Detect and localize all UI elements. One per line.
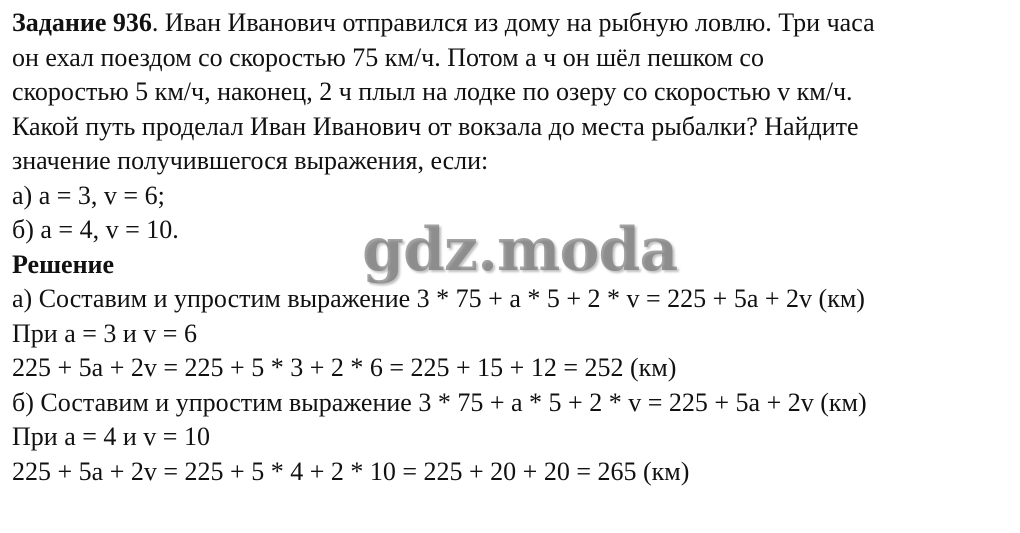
task-text-start: . Иван Иванович отправился из дому на рыбную ловлю. Три часа [151,8,875,37]
task-text-line: Какой путь проделал Иван Иванович от вокзала до места рыбалки? Найдите [12,111,859,141]
solution-line: При a = 3 и v = 6 [12,318,197,348]
task-option-b: б) a = 4, v = 10. [12,215,179,244]
solution-line: 225 + 5a + 2v = 225 + 5 * 4 + 2 * 10 = 225 + 20 + 20 = 265 (км) [12,456,690,486]
task-label: Задание 936 [12,8,152,37]
watermark-logo: gdz.moda [362,215,678,285]
task-option-a: а) a = 3, v = 6; [12,180,165,210]
task-first-line [12,6,1012,41]
solution-line: При a = 4 и v = 10 [12,422,210,451]
solution-line: а) Составим и упростим выражение 3 * 75 + a * 5 + 2 * v = 225 + 5a + 2v (км) [12,284,865,313]
solution-line: б) Составим и упростим выражение 3 * 75 + a * 5 + 2 * v = 225 + 5a + 2v (км) [12,387,867,417]
task-text-line: скоростью 5 км/ч, наконец, 2 ч плыл на лодке по озеру со скоростью v км/ч. [12,77,853,106]
task-text-line: он ехал поездом со скоростью 75 км/ч. Потом а ч он шёл пешком со [12,42,764,72]
solution-heading: Решение [12,249,115,279]
task-text-line: значение получившегося выражения, если: [12,146,489,175]
solution-line: 225 + 5a + 2v = 225 + 5 * 3 + 2 * 6 = 225 + 15 + 12 = 252 (км) [12,353,677,382]
